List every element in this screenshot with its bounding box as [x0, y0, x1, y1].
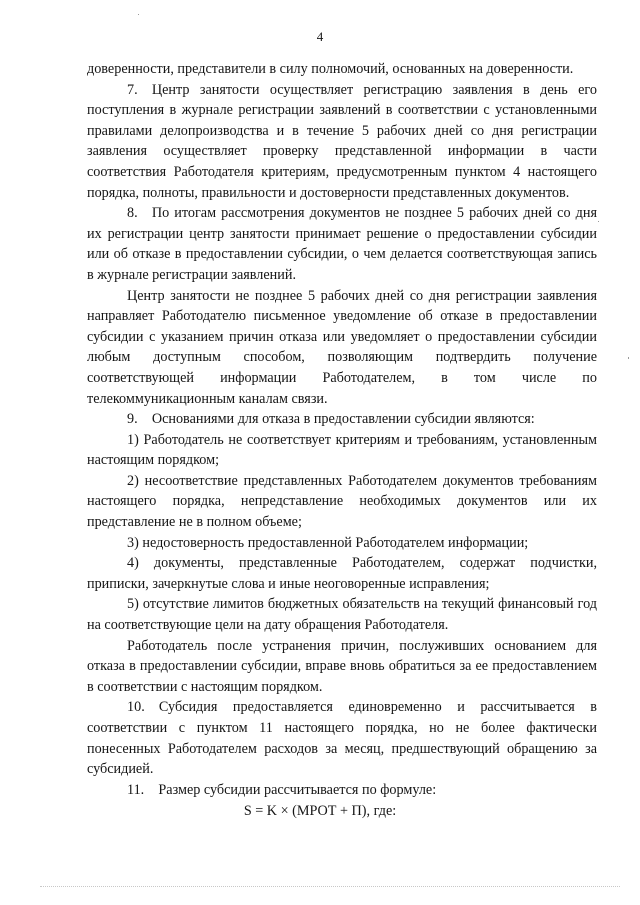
- paragraph-7: 7. Центр занятости осуществляет регистрацию заявления в день его поступления в журнале регистрации заявлений в соответствии с установленными правилами делопроизводства и в течение 5 рабочих дней со дня регистрации заявления осуществляет проверку представленной информации в части соответствия Работодателя критериям, предусмотренным пунктом 4 настоящего порядка, полноты, правильности и достоверности представленных документов.: [87, 81, 597, 201]
- paragraph-8: 8. По итогам рассмотрения документов не позднее 5 рабочих дней со дня их регистрации центр занятости принимает решение о предоставлении субсидии или об отказе в предоставлении субсидии, о чем делается соответствующая запись в журнале регистрации заявлений.: [87, 205, 597, 283]
- subsidy-formula: S = K × (МРОТ + П), где:: [243, 803, 397, 819]
- scan-speck: [598, 221, 599, 222]
- paragraph-10: 10. Субсидия предоставляется единовременно и рассчитывается в соответствии с пунктом 11 настоящего порядка, но не более фактически понесенных Работодателем расходов за месяц, предшествующий обращению за субсидией.: [87, 699, 597, 778]
- page-number: 4: [316, 29, 324, 44]
- list-item-4: 4) документы, представленные Работодателем, содержат подчистки, приписки, зачеркнутые слова и иные неоговоренные исправления;: [87, 555, 597, 592]
- scan-speck: [138, 14, 139, 15]
- paragraph-11: 11. Размер субсидии рассчитывается по формуле:: [127, 781, 437, 798]
- list-item-2: 2) несоответствие представленных Работодателем документов требованиям настоящего порядка, непредставление необходимых документов или их представление не в полном объеме;: [87, 472, 597, 531]
- list-item-1: 1) Работодатель не соответствует критериям и требованиям, установленным настоящим порядком;: [87, 431, 597, 469]
- list-item-3: 3) недостоверность предоставленной Работодателем информации;: [127, 534, 529, 551]
- paragraph-9-reapply: Работодатель после устранения причин, послуживших основанием для отказа в предоставлении субсидии, вправе вновь обратиться за ее предоставлением в соответствии с настоящим порядком.: [87, 637, 597, 695]
- paragraph-9: 9. Основаниями для отказа в предоставлении субсидии являются:: [127, 411, 535, 428]
- paragraph-continuation: доверенности, представители в силу полномочий, основанных на доверенности.: [87, 61, 574, 77]
- scan-edge-noise: [40, 886, 620, 888]
- paragraph-8-notification: Центр занятости не позднее 5 рабочих дней со дня регистрации заявления направляет Работодателю письменное уведомление об отказе в предоставлении субсидии с указанием причин отказа или уведомляет о предоставлении субсидии любым доступным способом, позволяющим подтвердить получение соответствующей информации Работодателем, в том числе по телекоммуникационным каналам связи.: [87, 287, 597, 407]
- document-body: [87, 59, 597, 800]
- list-item-5: 5) отсутствие лимитов бюджетных обязательств на текущий финансовый год на соответствующие цели на дату обращения Работодателя.: [87, 596, 597, 634]
- scan-speck: [628, 357, 629, 359]
